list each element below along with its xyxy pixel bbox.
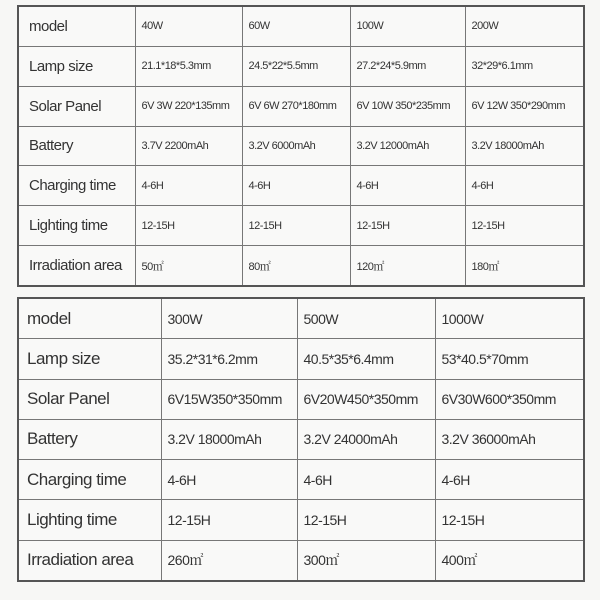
spec-cell: 12-15H: [350, 206, 465, 246]
spec-cell: 12-15H: [435, 500, 584, 540]
spec-cell: 6V20W450*350mm: [297, 379, 435, 419]
spec-cell: 1000W: [435, 298, 584, 339]
spec-cell: 21.1*18*5.3mm: [135, 46, 242, 86]
spec-cell: 300㎡: [297, 540, 435, 581]
spec-row-solar-panel: [18, 86, 584, 126]
spec-cell: 12-15H: [242, 206, 350, 246]
row-label: Lighting time: [18, 206, 135, 246]
spec-cell: 53*40.5*70mm: [435, 339, 584, 379]
row-label: Irradiation area: [18, 540, 161, 581]
spec-cell: 3.2V 6000mAh: [242, 126, 350, 166]
row-label: model: [18, 298, 161, 339]
spec-cell: 12-15H: [135, 206, 242, 246]
row-label: Lamp size: [18, 339, 161, 379]
spec-cell: 60W: [242, 6, 350, 46]
spec-cell: 4-6H: [161, 460, 297, 500]
row-label: Solar Panel: [18, 379, 161, 419]
spec-cell: 6V15W350*350mm: [161, 379, 297, 419]
spec-row-model: [18, 298, 584, 339]
spec-cell: 40.5*35*6.4mm: [297, 339, 435, 379]
spec-row-lamp-size: [18, 339, 584, 379]
spec-cell: 12-15H: [161, 500, 297, 540]
spec-cell: 4-6H: [465, 166, 584, 206]
spec-cell: 100W: [350, 6, 465, 46]
spec-row-battery: [18, 126, 584, 166]
spec-row-charging-time: [18, 460, 584, 500]
spec-cell: 32*29*6.1mm: [465, 46, 584, 86]
spec-cell: 4-6H: [242, 166, 350, 206]
row-label: Lighting time: [18, 500, 161, 540]
row-label: Charging time: [18, 166, 135, 206]
spec-row-solar-panel: [18, 379, 584, 419]
spec-cell: 4-6H: [135, 166, 242, 206]
row-label: model: [18, 6, 135, 46]
spec-cell: 4-6H: [435, 460, 584, 500]
spec-cell: 300W: [161, 298, 297, 339]
spec-row-irradiation-area: [18, 246, 584, 286]
spec-cell: 260㎡: [161, 540, 297, 581]
spec-cell: 80㎡: [242, 246, 350, 286]
spec-cell: 120㎡: [350, 246, 465, 286]
spec-row-irradiation-area: [18, 540, 584, 581]
spec-cell: 35.2*31*6.2mm: [161, 339, 297, 379]
spec-cell: 3.2V 18000mAh: [161, 419, 297, 459]
spec-cell: 3.2V 36000mAh: [435, 419, 584, 459]
spec-cell: 180㎡: [465, 246, 584, 286]
spec-cell: 3.2V 12000mAh: [350, 126, 465, 166]
spec-row-battery: [18, 419, 584, 459]
row-label: Irradiation area: [18, 246, 135, 286]
spec-cell: 12-15H: [297, 500, 435, 540]
spec-row-charging-time: [18, 166, 584, 206]
spec-cell: 500W: [297, 298, 435, 339]
spec-cell: 6V30W600*350mm: [435, 379, 584, 419]
spec-cell: 40W: [135, 6, 242, 46]
spec-cell: 4-6H: [350, 166, 465, 206]
spec-cell: 27.2*24*5.9mm: [350, 46, 465, 86]
spec-cell: 6V 12W 350*290mm: [465, 86, 584, 126]
row-label: Solar Panel: [18, 86, 135, 126]
spec-table-large-models: [17, 297, 585, 582]
spec-cell: 6V 6W 270*180mm: [242, 86, 350, 126]
spec-cell: 3.2V 18000mAh: [465, 126, 584, 166]
spec-row-model: [18, 6, 584, 46]
spec-row-lighting-time: [18, 500, 584, 540]
spec-cell: 24.5*22*5.5mm: [242, 46, 350, 86]
spec-cell: 200W: [465, 6, 584, 46]
spec-row-lamp-size: [18, 46, 584, 86]
spec-table-small-models: [17, 5, 585, 287]
spec-cell: 3.2V 24000mAh: [297, 419, 435, 459]
row-label: Battery: [18, 126, 135, 166]
spec-cell: 6V 10W 350*235mm: [350, 86, 465, 126]
spec-cell: 3.7V 2200mAh: [135, 126, 242, 166]
spec-cell: 50㎡: [135, 246, 242, 286]
row-label: Battery: [18, 419, 161, 459]
spec-cell: 400㎡: [435, 540, 584, 581]
spec-cell: 12-15H: [465, 206, 584, 246]
row-label: Charging time: [18, 460, 161, 500]
spec-row-lighting-time: [18, 206, 584, 246]
spec-cell: 6V 3W 220*135mm: [135, 86, 242, 126]
row-label: Lamp size: [18, 46, 135, 86]
spec-cell: 4-6H: [297, 460, 435, 500]
